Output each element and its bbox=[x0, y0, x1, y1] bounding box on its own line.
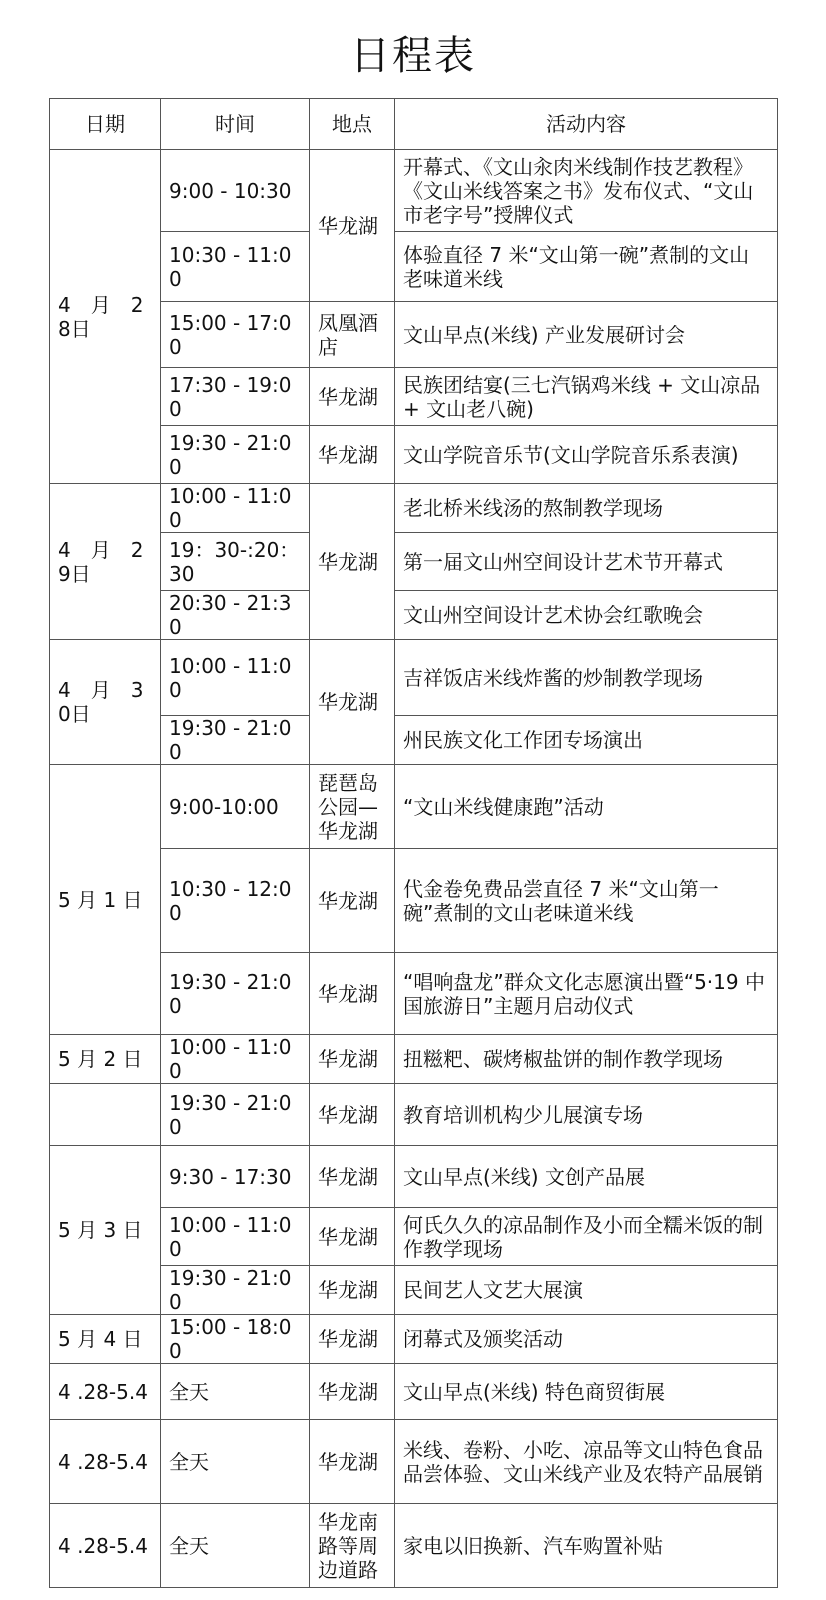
time-cell: 全天 bbox=[161, 1504, 310, 1588]
time-cell: 10:00 - 11:00 bbox=[161, 1035, 310, 1084]
activity-cell: 家电以旧换新、汽车购置补贴 bbox=[395, 1504, 778, 1588]
location-cell: 华龙湖 bbox=[310, 953, 395, 1035]
table-row bbox=[50, 484, 778, 533]
activity-cell: 老北桥米线汤的熬制教学现场 bbox=[395, 484, 778, 533]
location-cell: 华龙湖 bbox=[310, 1364, 395, 1420]
activity-cell: “唱响盘龙”群众文化志愿演出暨“5·19 中国旅游日”主题月启动仪式 bbox=[395, 953, 778, 1035]
table-row bbox=[50, 1364, 778, 1420]
date-cell: 5 月 4 日 bbox=[50, 1315, 161, 1364]
table-row bbox=[50, 1084, 778, 1146]
activity-cell: 文山早点(米线) 文创产品展 bbox=[395, 1146, 778, 1208]
activity-cell: 何氏久久的凉品制作及小而全糯米饭的制作教学现场 bbox=[395, 1208, 778, 1266]
time-cell: 20:30 - 21:30 bbox=[161, 591, 310, 640]
location-cell: 华龙湖 bbox=[310, 1420, 395, 1504]
date-cell: 5 月 3 日 bbox=[50, 1146, 161, 1315]
activity-cell: 第一届文山州空间设计艺术节开幕式 bbox=[395, 533, 778, 591]
time-cell: 10:00 - 11:00 bbox=[161, 640, 310, 716]
activity-cell: 文山学院音乐节(文山学院音乐系表演) bbox=[395, 426, 778, 484]
activity-cell: 开幕式、《文山汆肉米线制作技艺教程》《文山米线答案之书》发布仪式、“文山市老字号”授牌仪式 bbox=[395, 150, 778, 232]
location-cell: 华龙湖 bbox=[310, 426, 395, 484]
header-location: 地点 bbox=[310, 99, 395, 150]
activity-cell: 吉祥饭店米线炸酱的炒制教学现场 bbox=[395, 640, 778, 716]
time-cell: 15:00 - 18:00 bbox=[161, 1315, 310, 1364]
time-cell: 19:30 - 21:00 bbox=[161, 1084, 310, 1146]
activity-cell: 文山早点(米线) 产业发展研讨会 bbox=[395, 302, 778, 368]
time-cell: 9:30 - 17:30 bbox=[161, 1146, 310, 1208]
location-cell: 华龙湖 bbox=[310, 1035, 395, 1084]
table-row bbox=[50, 1315, 778, 1364]
activity-cell: 闭幕式及颁奖活动 bbox=[395, 1315, 778, 1364]
time-cell: 19:30 - 21:00 bbox=[161, 953, 310, 1035]
date-cell: 4 .28-5.4 bbox=[50, 1420, 161, 1504]
time-cell: 19:30 - 21:00 bbox=[161, 1266, 310, 1315]
time-cell: 19:30 - 21:00 bbox=[161, 716, 310, 765]
header-row bbox=[50, 99, 778, 150]
location-cell: 华龙湖 bbox=[310, 1208, 395, 1266]
activity-cell: 民族团结宴(三七汽锅鸡米线 + 文山凉品 + 文山老八碗) bbox=[395, 368, 778, 426]
date-cell: 4 .28-5.4 bbox=[50, 1504, 161, 1588]
location-cell: 凤凰酒店 bbox=[310, 302, 395, 368]
date-cell: 4 月 30日 bbox=[50, 640, 161, 765]
time-cell: 17:30 - 19:00 bbox=[161, 368, 310, 426]
location-cell: 华龙湖 bbox=[310, 1266, 395, 1315]
time-cell: 15:00 - 17:00 bbox=[161, 302, 310, 368]
time-cell: 10:30 - 11:00 bbox=[161, 232, 310, 302]
activity-cell: 州民族文化工作团专场演出 bbox=[395, 716, 778, 765]
table-row bbox=[50, 1035, 778, 1084]
activity-cell: 代金卷免费品尝直径 7 米“文山第一碗”煮制的文山老味道米线 bbox=[395, 849, 778, 953]
time-cell: 9:00-10:00 bbox=[161, 765, 310, 849]
location-cell: 华龙湖 bbox=[310, 484, 395, 640]
activity-cell: 教育培训机构少儿展演专场 bbox=[395, 1084, 778, 1146]
location-cell: 华龙南路等周边道路 bbox=[310, 1504, 395, 1588]
table-row bbox=[50, 150, 778, 232]
activity-cell: 民间艺人文艺大展演 bbox=[395, 1266, 778, 1315]
header-date: 日期 bbox=[50, 99, 161, 150]
header-time: 时间 bbox=[161, 99, 310, 150]
location-cell: 华龙湖 bbox=[310, 640, 395, 765]
date-cell bbox=[50, 1084, 161, 1146]
location-cell: 华龙湖 bbox=[310, 150, 395, 302]
time-cell: 全天 bbox=[161, 1364, 310, 1420]
date-cell: 4 .28-5.4 bbox=[50, 1364, 161, 1420]
date-cell: 4 月 28日 bbox=[50, 150, 161, 484]
header-activity: 活动内容 bbox=[395, 99, 778, 150]
time-cell: 9:00 - 10:30 bbox=[161, 150, 310, 232]
table-row bbox=[50, 640, 778, 716]
activity-cell: 文山州空间设计艺术协会红歌晚会 bbox=[395, 591, 778, 640]
activity-cell: “文山米线健康跑”活动 bbox=[395, 765, 778, 849]
date-cell: 5 月 2 日 bbox=[50, 1035, 161, 1084]
location-cell: 华龙湖 bbox=[310, 368, 395, 426]
schedule-table bbox=[49, 98, 778, 1588]
table-row bbox=[50, 765, 778, 849]
time-cell: 10:30 - 12:00 bbox=[161, 849, 310, 953]
date-cell: 5 月 1 日 bbox=[50, 765, 161, 1035]
page-title: 日程表 bbox=[350, 33, 476, 79]
activity-cell: 体验直径 7 米“文山第一碗”煮制的文山老味道米线 bbox=[395, 232, 778, 302]
table-row bbox=[50, 1420, 778, 1504]
time-cell: 全天 bbox=[161, 1420, 310, 1504]
time-cell: 19:30 - 21:00 bbox=[161, 426, 310, 484]
time-cell: 19：30-:20：30 bbox=[161, 533, 310, 591]
time-cell: 10:00 - 11:00 bbox=[161, 1208, 310, 1266]
activity-cell: 米线、卷粉、小吃、凉品等文山特色食品品尝体验、文山米线产业及农特产品展销 bbox=[395, 1420, 778, 1504]
location-cell: 华龙湖 bbox=[310, 1146, 395, 1208]
location-cell: 华龙湖 bbox=[310, 1084, 395, 1146]
activity-cell: 扭糍粑、碳烤椒盐饼的制作教学现场 bbox=[395, 1035, 778, 1084]
table-row bbox=[50, 1146, 778, 1208]
location-cell: 华龙湖 bbox=[310, 1315, 395, 1364]
activity-cell: 文山早点(米线) 特色商贸街展 bbox=[395, 1364, 778, 1420]
time-cell: 10:00 - 11:00 bbox=[161, 484, 310, 533]
location-cell: 华龙湖 bbox=[310, 849, 395, 953]
date-cell: 4 月 29日 bbox=[50, 484, 161, 640]
location-cell: 琵琶岛公园—华龙湖 bbox=[310, 765, 395, 849]
table-row bbox=[50, 1504, 778, 1588]
